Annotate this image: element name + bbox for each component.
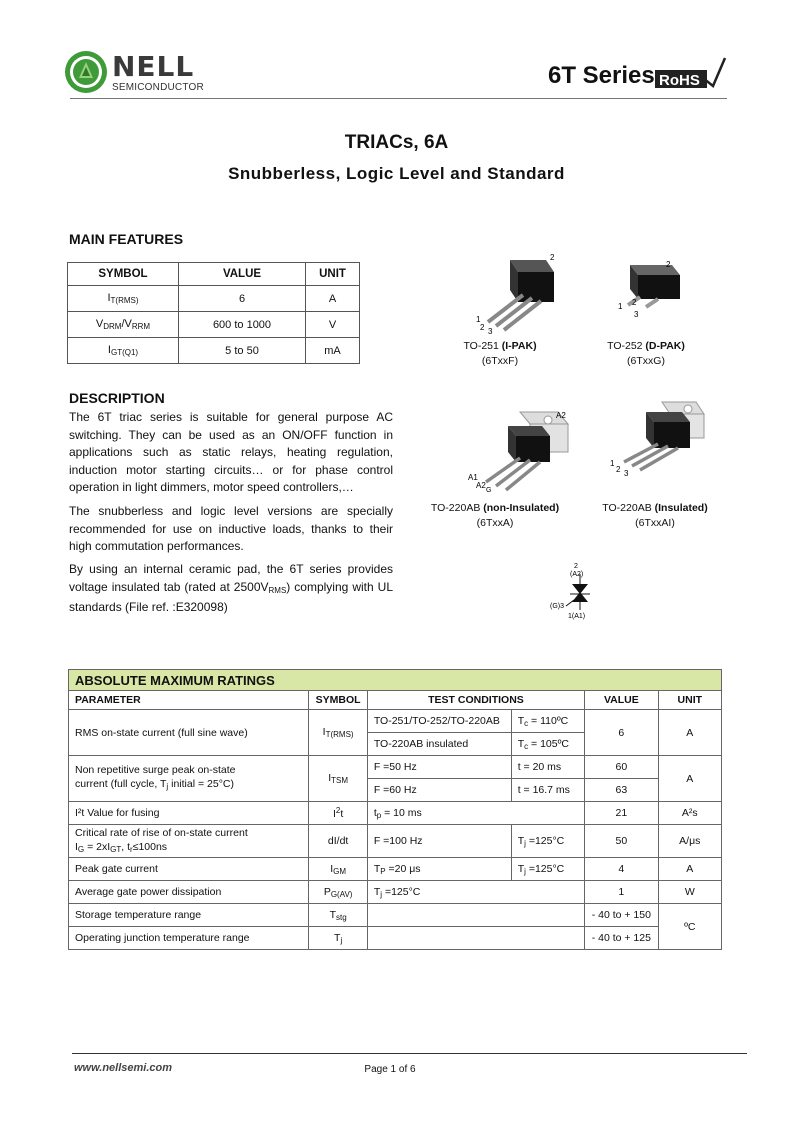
pin-label: 2 [616, 465, 621, 474]
cell-value: 21 [585, 802, 658, 825]
absolute-max-ratings-table [68, 669, 722, 950]
param-didt: Critical rate of rise of on-state current $I_G = 2xI_{GT}$, $t_r\le 100ns$ [69, 825, 309, 858]
col-parameter: PARAMETER [69, 691, 309, 710]
table-row [69, 756, 722, 779]
cell-unit: ºC [658, 904, 721, 950]
cell-value: 4 [585, 858, 658, 881]
cell-value: 60 [585, 756, 658, 779]
pin-label: G [486, 487, 492, 494]
param-pgav: Average gate power dissipation [69, 881, 309, 904]
to251-package-image [468, 250, 568, 335]
col-unit: UNIT [658, 691, 721, 710]
triac-symbol-icon [544, 560, 614, 622]
pin-label: 3 [488, 327, 493, 335]
page-title: TRIACs, 6A [344, 132, 449, 153]
symbol-it-rms: $I_{T(RMS)}$ [68, 286, 179, 312]
table-row [69, 904, 722, 927]
table-row [69, 858, 722, 881]
cond-tj: $T_j =125^\circ C$ [367, 881, 584, 904]
cell-unit: mA [306, 338, 360, 364]
pin-label: 1 [476, 315, 481, 324]
symbol-vdrm-vrrm: $V_{DRM}/V_{RRM}$ [68, 312, 179, 338]
table-row [69, 927, 722, 950]
col-symbol: SYMBOL [68, 263, 179, 286]
series-title: 6T Series [548, 62, 655, 89]
pin-label: (A2) [570, 571, 584, 578]
rohs-text: RoHS [659, 72, 700, 89]
pin-label: A2 [476, 481, 486, 490]
cond-package: TO-220AB insulated [367, 733, 511, 756]
header-divider [70, 98, 727, 99]
symbol-igm: $I_{GM}$ [309, 858, 367, 881]
rohs-mark [653, 56, 727, 92]
cell-unit: A²s [658, 802, 721, 825]
cond-tj: $T_j =125^\circ C$ [511, 825, 584, 858]
main-features-heading: MAIN FEATURES [69, 231, 184, 247]
cell-value: 6 [585, 710, 658, 756]
cond-frequency: F =100 Hz [367, 825, 511, 858]
pin-label: 3 [634, 310, 639, 319]
cell-value: 50 [585, 825, 658, 858]
param-tstg: Storage temperature range [69, 904, 309, 927]
description-paragraph-1: The 6T triac series is suitable for general purpose AC switching. They can be used as an ON/OFF function in applications such as static relays, heating regulation, induction motor starting circuits… or for phase control operation in light dimmers, motor speed controllers,… [69, 410, 393, 495]
table-header-row [68, 263, 360, 286]
symbol-it-rms: $I_{T(RMS)}$ [309, 710, 367, 756]
table-row [69, 802, 722, 825]
table-row [68, 338, 360, 364]
symbol-i2t: $I^2t$ [309, 802, 367, 825]
col-test-conditions: TEST CONDITIONS [367, 691, 584, 710]
brand-name: NELL [112, 50, 195, 83]
pin-label: A1 [468, 473, 478, 482]
cond-empty [367, 904, 584, 927]
to220ab-noninsulated-package-image [460, 408, 580, 496]
table-row [68, 286, 360, 312]
symbol-pgav: $P_{G(AV)}$ [309, 881, 367, 904]
cond-package: TO-251/TO-252/TO-220AB [367, 710, 511, 733]
symbol-tj: $T_j$ [309, 927, 367, 950]
col-symbol: SYMBOL [309, 691, 367, 710]
footer-divider [72, 1053, 747, 1054]
cond-time: t = 20 ms [511, 756, 584, 779]
description-heading: DESCRIPTION [69, 390, 165, 406]
brand-subtitle: SEMICONDUCTOR [112, 82, 204, 93]
ratings-title: ABSOLUTE MAXIMUM RATINGS [69, 670, 722, 691]
main-features-table [67, 262, 360, 364]
cell-value: 600 to 1000 [179, 312, 306, 338]
pin-label: 1 [618, 302, 623, 311]
cell-unit: A [658, 858, 721, 881]
symbol-itsm: $I_{TSM}$ [309, 756, 367, 802]
cell-value: 63 [585, 779, 658, 802]
table-row [69, 881, 722, 904]
cond-tj: $T_j =125^\circ C$ [511, 858, 584, 881]
cell-value: 5 to 50 [179, 338, 306, 364]
package-caption-to251: TO-251 (I-PAK) (6TxxF) [463, 340, 537, 367]
to252-package-image [610, 255, 690, 325]
package-caption-to220ab-noninsulated: TO-220AB (non-Insulated) (6TxxA) [430, 502, 560, 529]
cond-tc: $T_c$ = 110ºC [511, 710, 584, 733]
cond-frequency: F =50 Hz [367, 756, 511, 779]
cell-unit: W [658, 881, 721, 904]
cell-unit: V [306, 312, 360, 338]
pin-label: 1 [610, 459, 615, 468]
cell-value: - 40 to + 150 [585, 904, 658, 927]
param-i2t: I²t Value for fusing [69, 802, 309, 825]
pin-label: 2 [550, 253, 555, 262]
page-subtitle: Snubberless, Logic Level and Standard [228, 164, 565, 183]
cond-frequency: F =60 Hz [367, 779, 511, 802]
pin-label: A2 [556, 411, 566, 420]
cond-tp: $t_p = 10$ ms [367, 802, 584, 825]
cond-empty [367, 927, 584, 950]
description-paragraph-3: By using an internal ceramic pad, the 6T series provides voltage insulated tab (rated at $2500V_{RMS}$) complying with UL standards (File ref. :E320098) [69, 562, 393, 615]
pin-label: 3 [624, 469, 629, 478]
cell-unit: A [658, 756, 721, 802]
package-caption-to220ab-insulated: TO-220AB (Insulated) (6TxxAI) [602, 502, 708, 529]
col-value: VALUE [179, 263, 306, 286]
table-row [69, 710, 722, 733]
symbol-igt: $I_{GT(Q1)}$ [68, 338, 179, 364]
cond-tp: $T_P =20$ μs [367, 858, 511, 881]
pin-label: 2 [574, 563, 578, 570]
table-header-row [69, 691, 722, 710]
pin-label: 1(A1) [568, 613, 586, 620]
to220ab-insulated-package-image [606, 398, 710, 480]
cell-unit: A/μs [658, 825, 721, 858]
page-number: Page 1 of 6 [364, 1064, 416, 1075]
pin-label: (G)3 [550, 603, 564, 610]
table-row [68, 312, 360, 338]
cond-tc: $T_c$ = 105ºC [511, 733, 584, 756]
company-logo [64, 50, 108, 94]
cell-value: - 40 to + 125 [585, 927, 658, 950]
col-unit: UNIT [306, 263, 360, 286]
param-rms-current: RMS on-state current (full sine wave) [69, 710, 309, 756]
description-paragraph-2: The snubberless and logic level versions are specially recommended for use on inductive loads, thanks to their high commutation performances. [69, 504, 393, 554]
param-surge-current: Non repetitive surge peak on-state current (full cycle, $T_j$ initial = 25°C) [69, 756, 309, 802]
cell-value: 6 [179, 286, 306, 312]
col-value: VALUE [585, 691, 658, 710]
cell-unit: A [306, 286, 360, 312]
table-title-row [69, 670, 722, 691]
footer-url[interactable]: www.nellsemi.com [74, 1062, 173, 1074]
table-row [69, 825, 722, 858]
cond-time: t = 16.7 ms [511, 779, 584, 802]
symbol-tstg: $T_{stg}$ [309, 904, 367, 927]
cell-value: 1 [585, 881, 658, 904]
param-tj: Operating junction temperature range [69, 927, 309, 950]
pin-label: 2 [480, 323, 485, 332]
package-caption-to252: TO-252 (D-PAK) (6TxxG) [607, 340, 685, 367]
cell-unit: A [658, 710, 721, 756]
param-igm: Peak gate current [69, 858, 309, 881]
pin-label: 2 [632, 298, 637, 307]
pin-label: 2 [666, 260, 671, 269]
symbol-didt: dI/dt [309, 825, 367, 858]
